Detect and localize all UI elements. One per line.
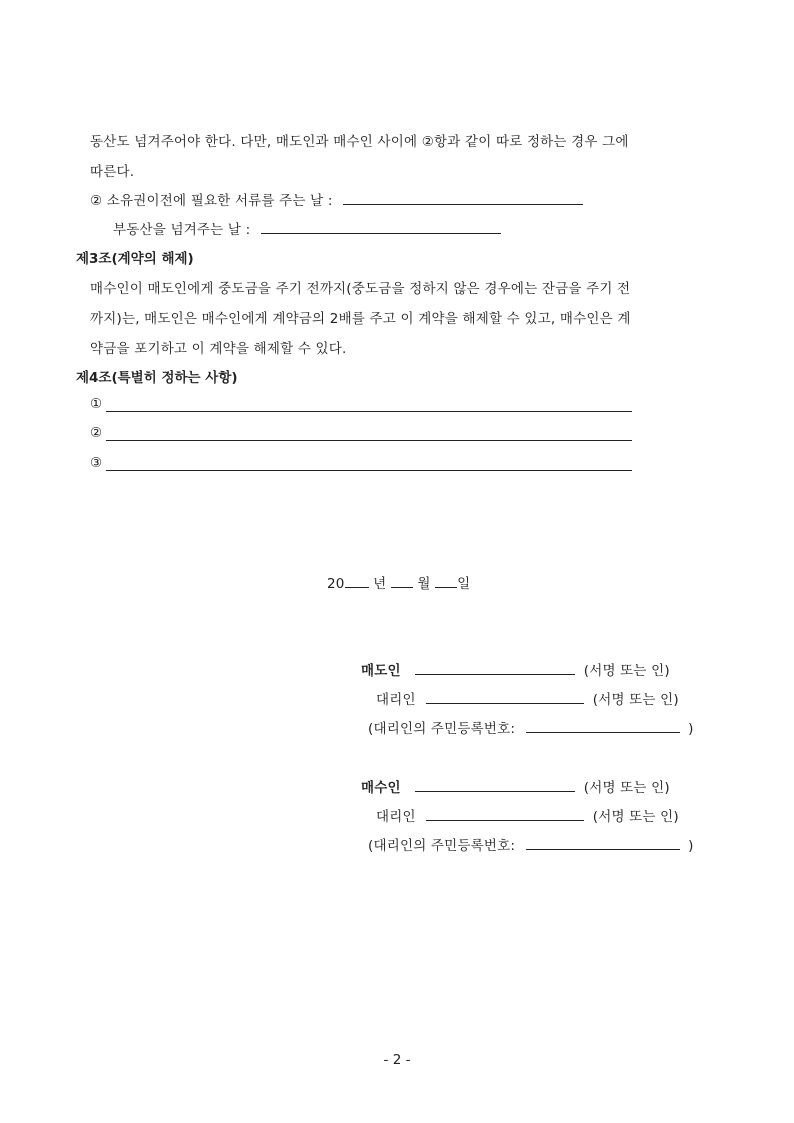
- paragraph-line: 동산도 넘겨주어야 한다. 다만, 매도인과 매수인 사이에 ②항과 같이 따로 정하는 경우 그에: [90, 134, 629, 150]
- special-term-number: ②: [90, 425, 103, 441]
- buyer-sign-label: (서명 또는 인): [583, 780, 670, 796]
- special-term-blank[interactable]: [106, 411, 632, 412]
- seller-agent-label: 대리인: [376, 692, 416, 708]
- special-term-blank[interactable]: [106, 470, 632, 471]
- date-day-label: 일: [457, 576, 471, 592]
- buyer-label: 매수인: [361, 780, 401, 796]
- year-blank[interactable]: [345, 573, 369, 588]
- seller-agent-name-blank[interactable]: [426, 689, 584, 704]
- paragraph-line: 약금을 포기하고 이 계약을 해제할 수 있다.: [90, 341, 347, 357]
- buyer-agent-label: 대리인: [376, 809, 416, 825]
- day-blank[interactable]: [435, 573, 457, 588]
- special-term-number: ①: [90, 396, 103, 412]
- page-number: - 2 -: [383, 1052, 411, 1068]
- seller-sign-label: (서명 또는 인): [583, 663, 670, 679]
- seller-agent-id-label: (대리인의 주민등록번호:: [368, 721, 516, 737]
- seller-agent-sign-label: (서명 또는 인): [592, 692, 679, 708]
- month-blank[interactable]: [391, 573, 413, 588]
- buyer-agent-row: [376, 805, 679, 825]
- seller-agent-id-blank[interactable]: [526, 718, 680, 733]
- seller-agent-id-row: [368, 717, 694, 737]
- handover-date-row: [113, 218, 501, 238]
- handover-date-blank[interactable]: [261, 219, 501, 234]
- seller-agent-row: [376, 688, 679, 708]
- buyer-agent-name-blank[interactable]: [426, 806, 584, 821]
- seller-name-blank[interactable]: [415, 660, 575, 675]
- special-term-blank[interactable]: [106, 440, 632, 441]
- docs-date-label: ② 소유권이전에 필요한 서류를 주는 날 :: [90, 193, 333, 209]
- buyer-agent-id-blank[interactable]: [526, 835, 680, 850]
- date-year-label: 년: [373, 576, 387, 592]
- seller-row: [361, 659, 670, 679]
- buyer-agent-id-row: [368, 834, 694, 854]
- docs-date-row: [90, 189, 583, 209]
- article-4-title: 제4조(특별히 정하는 사항): [76, 370, 238, 386]
- date-month-label: 월: [417, 576, 431, 592]
- special-term-number: ③: [90, 455, 103, 471]
- paragraph-line: 매수인이 매도인에게 중도금을 주기 전까지(중도금을 정하지 않은 경우에는 잔금을 주기 전: [90, 281, 631, 297]
- buyer-name-blank[interactable]: [415, 777, 575, 792]
- buyer-agent-id-close: ): [688, 838, 694, 854]
- date-prefix: 20: [327, 576, 345, 592]
- buyer-agent-sign-label: (서명 또는 인): [592, 809, 679, 825]
- buyer-agent-id-label: (대리인의 주민등록번호:: [368, 838, 516, 854]
- paragraph-line: 까지)는, 매도인은 매수인에게 계약금의 2배를 주고 이 계약을 해제할 수 있고, 매수인은 계: [90, 311, 631, 327]
- seller-agent-id-close: ): [688, 721, 694, 737]
- docs-date-blank[interactable]: [343, 190, 583, 205]
- article-3-title: 제3조(계약의 해제): [76, 251, 194, 267]
- paragraph-line: 따른다.: [90, 164, 135, 180]
- contract-date: [327, 572, 470, 592]
- handover-date-label: 부동산을 넘겨주는 날 :: [113, 222, 251, 238]
- seller-label: 매도인: [361, 663, 401, 679]
- buyer-row: [361, 776, 670, 796]
